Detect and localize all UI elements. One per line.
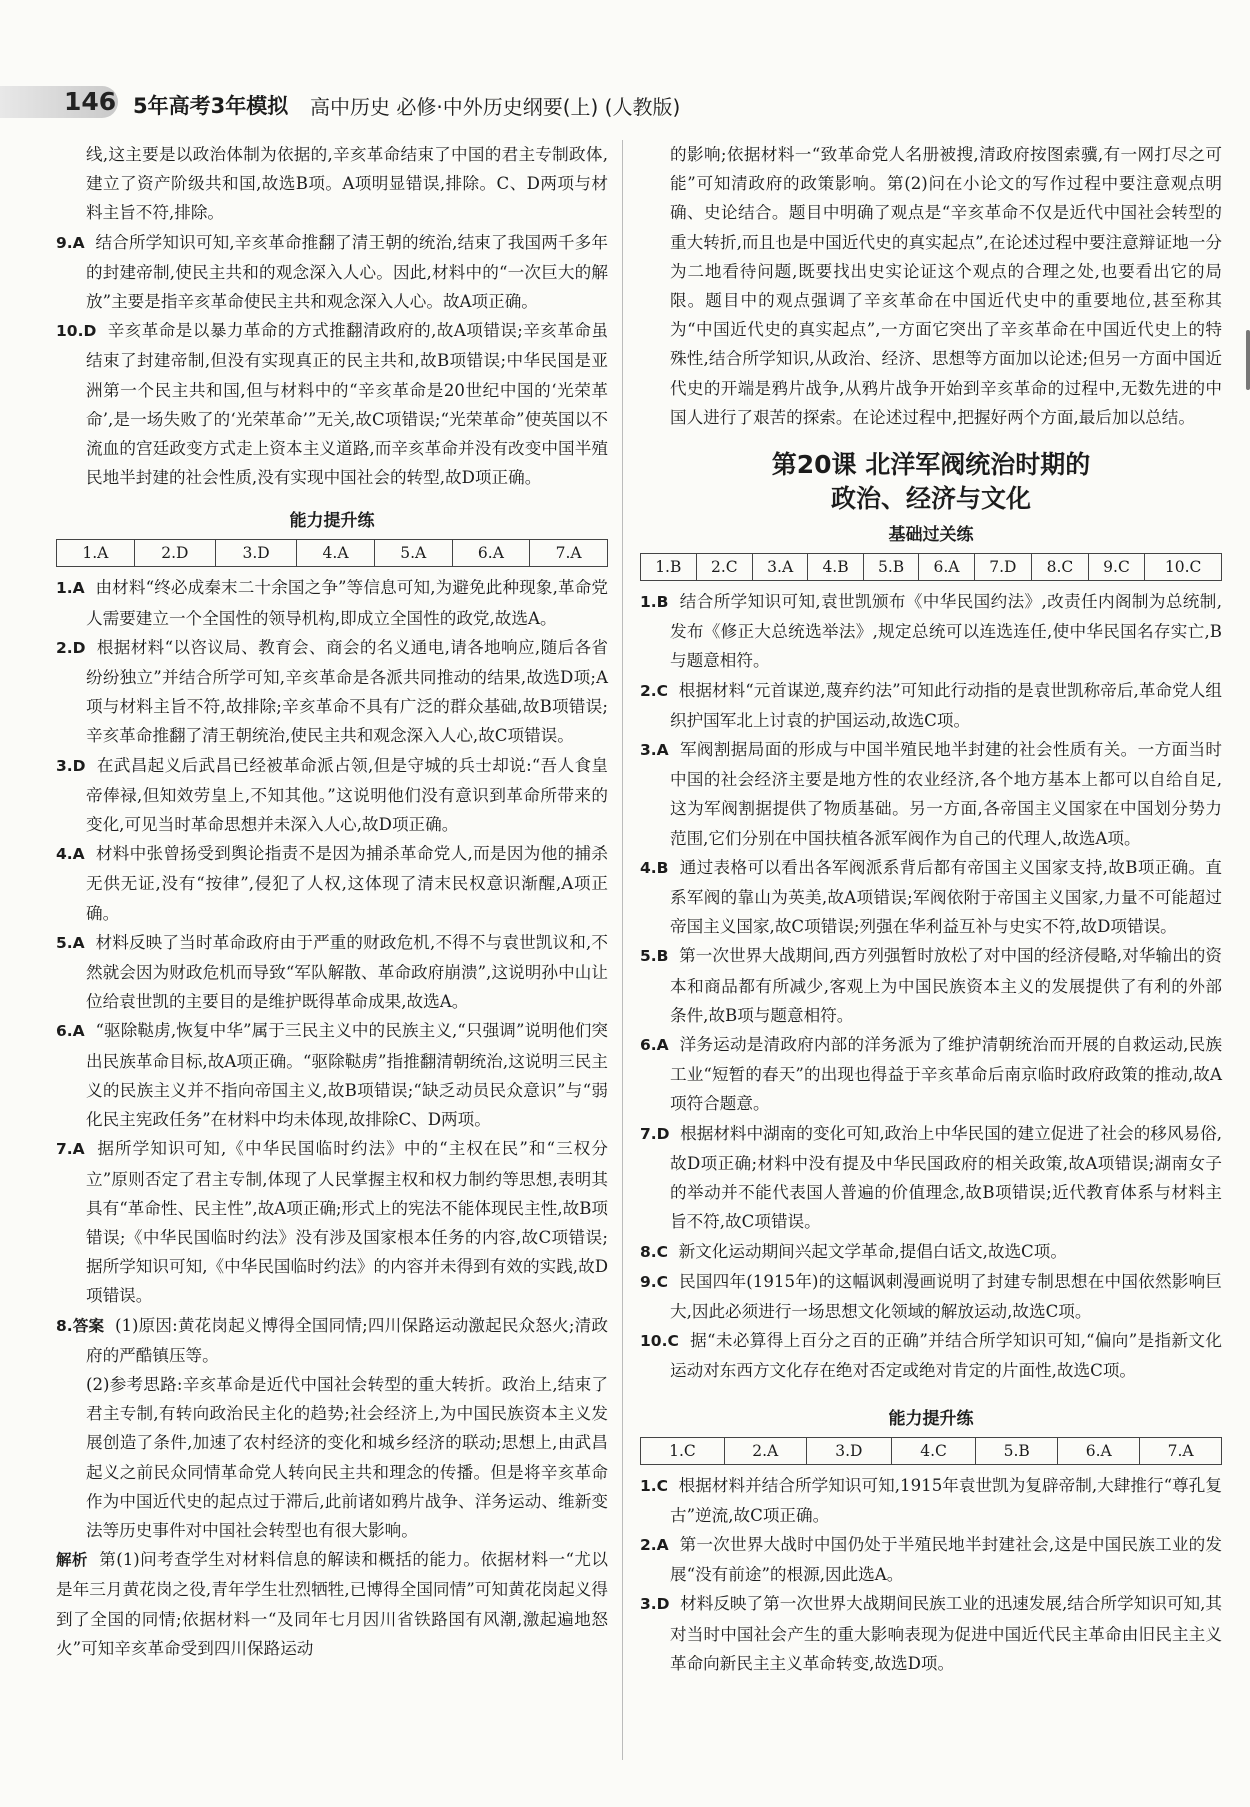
answer-number: 2.C [640, 681, 669, 700]
answer-text: 根据材料并结合所学知识可知,1915年袁世凯为复辟帝制,大肆推行“尊孔复古”逆流,故C项正确。 [670, 1475, 1222, 1525]
answer-cell: 1.A [57, 540, 135, 567]
answer-number: 7.D [640, 1124, 670, 1143]
analysis-paragraph [56, 1545, 608, 1663]
answer-cell: 6.A [1058, 1437, 1140, 1464]
answer-item [640, 1326, 1222, 1385]
answer-text: 根据材料“元首谋逆,蔑弃约法”可知此行动指的是袁世凯称帝后,革命党人组织护国军北上讨袁的护国运动,故选C项。 [670, 680, 1222, 730]
answer-item [640, 1119, 1222, 1237]
answer-table [640, 1437, 1222, 1465]
answer-text: 新文化运动期间兴起文学革命,提倡白话文,故选C项。 [678, 1241, 1067, 1261]
answer-item [640, 587, 1222, 676]
section-title: 能力提升练 [289, 511, 375, 532]
answer-item [56, 1134, 608, 1310]
answer-item [640, 676, 1222, 735]
answer-number: 8.答案 [56, 1316, 105, 1335]
answer-cell: 4.B [808, 554, 864, 581]
answer-text: 结合所学知识可知,袁世凯颁布《中华民国约法》,改责任内阁制为总统制,发布《修正大总统选举法》,规定总统可以连选连任,使中华民国名存实亡,B与题意相符。 [670, 592, 1222, 671]
answer-cell: 9.C [1088, 554, 1145, 581]
answer-number: 4.B [640, 858, 669, 877]
analysis-label: 解析 [56, 1551, 88, 1570]
right-column [640, 140, 1222, 1678]
answer-cell: 7.D [974, 554, 1032, 581]
answer-number: 5.A [56, 933, 85, 952]
answer-text: (1)原因:黄花岗起义博得全国同情;四川保路运动激起民众怒火;清政府的严酷镇压等。 [86, 1315, 608, 1365]
answer-number: 10.C [640, 1332, 679, 1351]
lesson-title-line2: 政治、经济与文化 [830, 484, 1031, 514]
answer-text: 第一次世界大战时中国仍处于半殖民地半封建社会,这是中国民族工业的发展“没有前途”的根源,因此选A。 [670, 1534, 1222, 1585]
answer-text: 民国四年(1915年)的这幅讽刺漫画说明了封建专制思想在中国依然影响巨大,因此必须进行一场思想文化领域的解放运动,故选C项。 [670, 1271, 1222, 1321]
answer-cell: 4.C [892, 1437, 976, 1464]
answer-cell: 2.C [696, 554, 753, 581]
answer-text: 材料中张曾扬受到舆论指责不是因为捕杀革命党人,而是因为他的捕杀无供无证,没有“按律”,侵犯了人权,这体现了清末民权意识渐醒,A项正确。 [86, 844, 608, 923]
answer-text: 军阀割据局面的形成与中国半殖民地半封建的社会性质有关。一方面当时中国的社会经济主要是地方性的农业经济,各个地方基本上都可以自给自足,这为军阀割据提供了物质基础。另一方面,各帝国主义国家在中国划分势力范围,它们分别在中国扶植各派军阀作为自己的代理人,故选A项。 [670, 740, 1222, 848]
answer-item [640, 941, 1222, 1030]
answer-item [640, 1589, 1222, 1678]
section-title: 能力提升练 [888, 1408, 974, 1429]
answer-number: 7.A [56, 1140, 85, 1159]
answer-text: 材料反映了第一次世界大战期间民族工业的迅速发展,结合所学知识可知,其对当时中国社会产生的重大影响表现为促进中国近代民主革命由旧民主主义革命向新民主主义革命转变,故选D项。 [670, 1594, 1222, 1673]
answer-item [640, 735, 1222, 853]
answer-cell: 8.C [1032, 554, 1089, 581]
answer-item [56, 928, 608, 1017]
answer-text: 辛亥革命是以暴力革命的方式推翻清政府的,故A项错误;辛亥革命虽结束了封建帝制,但没有实现真正的民主共和,故B项错误;中华民国是亚洲第一个民主共和国,但与材料中的“辛亥革命是20世纪中国的‘光荣革命’,是一场失败了的‘光荣革命’”无关,故C项错误;“光荣革命”使英国以不流血的宫廷政变方式走上资本主义道路,而辛亥革命并没有改变中国半殖民地半封建的社会性质,没有实现中国社会的转型,故D项正确。 [86, 321, 608, 488]
q8-part2: (2)参考思路:辛亥革命是近代中国社会转型的重大转折。政治上,结束了君主专制,有转向政治民主化的趋势;社会经济上,为中国民族资本主义发展创造了条件,加速了农村经济的变化和城乡经济的联动;思想上,由武昌起义之前民众同情革命党人转向民主共和理念的传播。但是将辛亥革命作为中国近代史的起点过于滞后,此前诸如鸦片战争、洋务运动、维新变法等历史事件对中国社会转型也有很大影响。 [86, 1374, 608, 1540]
answer-number: 3.A [640, 741, 669, 760]
answer-item [56, 751, 608, 840]
answer-number: 1.A [56, 579, 85, 598]
answer-item [640, 1267, 1222, 1326]
answer-cell: 3.D [215, 540, 296, 567]
answer-item [56, 1311, 608, 1370]
answer-item [56, 228, 608, 317]
answer-cell: 2.A [724, 1437, 806, 1464]
answer-cell: 5.B [863, 554, 919, 581]
answer-number: 5.B [640, 947, 669, 966]
continued-analysis: 的影响;依据材料一“致革命党人名册被搜,清政府按图索骥,有一网打尽之可能”可知清政府的政策影响。第(2)问在小论文的写作过程中要注意观点明确、史论结合。题目中明确了观点是“辛亥革命不仅是近代中国社会转型的重大转折,而且也是中国近代史的真实起点”,在论述过程中要注意辩证地一分为二地看待问题,既要找出史实论证这个观点的合理之处,也要看出它的局限。题目中的观点强调了辛亥革命在中国近代史中的重要地位,甚至称其为“中国近代史的真实起点”,一方面它突出了辛亥革命在中国近代史上的特殊性,结合所学知识,从政治、经济、思想等方面加以论述;但另一方面中国近代史的开端是鸦片战争,从鸦片战争开始到辛亥革命的过程中,无数先进的中国人进行了艰苦的探索。在论述过程中,把握好两个方面,最后加以总结。 [670, 145, 1222, 427]
answer-number: 1.B [640, 593, 669, 612]
answer-cell: 1.B [641, 554, 697, 581]
answer-cell: 3.D [806, 1437, 892, 1464]
intro-paragraph: 线,这主要是以政治体制为依据的,辛亥革命结束了中国的君主专制政体,建立了资产阶级共和国,故选B项。A项明显错误,排除。C、D两项与材料主旨不符,排除。 [86, 145, 608, 223]
column-divider [622, 140, 623, 1760]
answer-cell: 6.A [919, 554, 974, 581]
lesson-title [640, 448, 1222, 516]
answer-text: 由材料“终必成秦末二十余国之争”等信息可知,为避免此种现象,革命党人需要建立一个全国性的领导机构,即成立全国性的政党,故选A。 [86, 578, 608, 628]
book-subtitle: 高中历史 必修·中外历史纲要(上) (人教版) [310, 95, 681, 119]
answer-cell: 7.A [530, 540, 608, 567]
analysis-text: 第(1)问考查学生对材料信息的解读和概括的能力。依据材料一“尤以是年三月黄花岗之役,青年学生壮烈牺牲,已博得全国同情”可知黄花岗起义得到了全国的同情;依据材料一“及同年七月因川省铁路国有风潮,激起遍地怒火”可知辛亥革命受到四川保路运动 [56, 1550, 608, 1658]
answer-number: 3.D [56, 756, 86, 775]
answer-number: 2.D [56, 638, 86, 657]
answer-cell: 6.A [452, 540, 530, 567]
answer-text: 洋务运动是清政府内部的洋务派为了维护清朝统治而开展的自救运动,民族工业“短暂的春天”的出现也得益于辛亥革命后南京临时政府政策的推动,故A项符合题意。 [670, 1035, 1222, 1114]
answer-item [640, 1030, 1222, 1119]
answer-item [56, 573, 608, 632]
answer-number: 6.A [56, 1022, 85, 1041]
answer-number: 3.D [640, 1595, 670, 1614]
answer-item [56, 1016, 608, 1134]
answer-item [640, 853, 1222, 942]
answer-number: 9.C [640, 1272, 669, 1291]
answer-number: 4.A [56, 845, 85, 864]
answer-item [640, 1471, 1222, 1530]
answer-cell: 1.C [641, 1437, 725, 1464]
answer-text: 材料反映了当时革命政府由于严重的财政危机,不得不与袁世凯议和,不然就会因为财政危机而导致“军队解散、革命政府崩溃”,这说明孙中山让位给袁世凯的主要目的是维护既得革命成果,故选A。 [86, 932, 608, 1012]
answer-text: 根据材料“以咨议局、教育会、商会的名义通电,请各地响应,随后各省纷纷独立”并结合所学可知,辛亥革命是各派共同推动的结果,故选D项;A项与材料主旨不符,故排除;辛亥革命不具有广泛的群众基础,故B项错误;辛亥革命推翻了清王朝统治,使民主共和观念深入人心,故C项错误。 [86, 637, 608, 746]
answer-table [56, 539, 608, 567]
answer-item [56, 839, 608, 928]
answer-number: 6.A [640, 1036, 669, 1055]
page-number: 146 [64, 87, 117, 116]
answer-item [640, 1237, 1222, 1267]
answer-number: 8.C [640, 1242, 669, 1261]
answer-number: 10.D [56, 322, 97, 341]
answer-cell: 2.D [134, 540, 215, 567]
left-column [56, 140, 608, 1663]
answer-number: 1.C [640, 1476, 669, 1495]
page-edge-mark [1246, 330, 1250, 390]
answer-item [640, 1530, 1222, 1589]
page-header [0, 82, 1250, 128]
book-title: 5年高考3年模拟 [133, 94, 289, 118]
answer-text: 据“未必算得上百分之百的正确”并结合所学知识可知,“偏向”是指新文化运动对东西方文化存在绝对否定或绝对肯定的片面性,故选C项。 [670, 1331, 1222, 1381]
answer-text: 据所学知识可知,《中华民国临时约法》中的“主权在民”和“三权分立”原则否定了君主专制,体现了人民掌握主权和权力制约等思想,表明其具有“革命性、民主性”,故A项正确;形式上的宪法不能体现民主性,故B项错误;《中华民国临时约法》没有涉及国家根本任务的内容,故C项错误;据所学知识可知,《中华民国临时约法》的内容并未得到有效的实践,故D项错误。 [86, 1139, 608, 1306]
answer-text: 在武昌起义后武昌已经被革命派占领,但是守城的兵士却说:“吾人食皇帝俸禄,但知效劳皇上,不知其他。”这说明他们没有意识到革命所带来的变化,可见当时革命思想并未深入人心,故D项正确。 [86, 755, 608, 835]
answer-text: 结合所学知识可知,辛亥革命推翻了清王朝的统治,结束了我国两千多年的封建帝制,使民主共和的观念深入人心。因此,材料中的“一次巨大的解放”主要是指辛亥革命使民主共和观念深入人心。故A项正确。 [86, 232, 608, 312]
answer-text: 通过表格可以看出各军阀派系背后都有帝国主义国家支持,故B项正确。直系军阀的靠山为英美,故A项错误;军阀依附于帝国主义国家,力量不可能超过帝国主义国家,故C项错误;列强在华利益互补与史实不符,故D项错误。 [670, 857, 1222, 937]
answer-text: 根据材料中湖南的变化可知,政治上中华民国的建立促进了社会的移风易俗,故D项正确;材料中没有提及中华民国政府的相关政策,故A项错误;湖南女子的举动并不能代表国人普遍的价值理念,故B项错误;近代教育体系与材料主旨不符,故C项错误。 [670, 1123, 1222, 1232]
answer-cell: 3.A [753, 554, 808, 581]
answer-cell: 5.A [374, 540, 452, 567]
answer-text: 第一次世界大战期间,西方列强暂时放松了对中国的经济侵略,对华输出的资本和商品都有所减少,客观上为中国民族资本主义的发展提供了有利的外部条件,故B项与题意相符。 [670, 946, 1222, 1025]
answer-text: “驱除鞑虏,恢复中华”属于三民主义中的民族主义,“只强调”说明他们突出民族革命目标,故A项正确。“驱除鞑虏”指推翻清朝统治,这说明三民主义的民族主义并不指向帝国主义,故B项错误;“缺乏动员民众意识”与“弱化民主宪政任务”在材料中均未体现,故排除C、D两项。 [86, 1021, 608, 1130]
answer-number: 9.A [56, 233, 85, 252]
answer-cell: 5.B [975, 1437, 1057, 1464]
lesson-title-line1: 第20课 北洋军阀统治时期的 [771, 450, 1091, 480]
answer-table [640, 553, 1222, 581]
answer-item [56, 316, 608, 492]
section-title: 基础过关练 [888, 525, 974, 546]
answer-cell: 7.A [1140, 1437, 1222, 1464]
answer-cell: 10.C [1145, 554, 1222, 581]
answer-cell: 4.A [297, 540, 375, 567]
answer-item [56, 633, 608, 751]
answer-number: 2.A [640, 1535, 669, 1554]
